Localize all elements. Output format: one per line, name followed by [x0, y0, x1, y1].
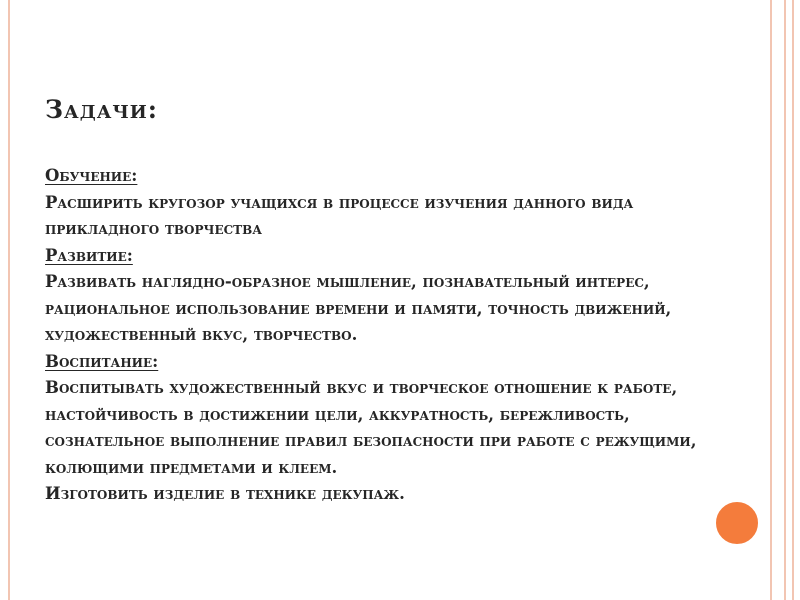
right-border-line	[784, 0, 786, 600]
section-heading-upbringing: Воспитание:	[45, 351, 159, 371]
slide-title: Задачи:	[45, 95, 159, 124]
section-heading-learning: Обучение:	[45, 166, 138, 185]
right-border-line	[792, 0, 794, 600]
section-text-upbringing: Воспитывать художественный вкус и творческое отношение к работе, настойчивость в достижении цели, аккуратность, бережливость, сознательное выполнение правил безопасности при работе с режущими, колющими предметами и клеем.	[45, 378, 697, 477]
section-heading-development: Развитие:	[45, 245, 133, 265]
slide-content	[45, 95, 725, 508]
left-border-line	[8, 0, 10, 600]
section-text-learning: Расширить кругозор учащихся в процессе изучения данного вида прикладного творчества	[45, 192, 634, 238]
section-text-development: Развивать наглядно-образное мышление, познавательный интерес, рациональное использование времени и памяти, точность движений, художественный вкус, творчество.	[45, 272, 672, 344]
right-border-line	[770, 0, 772, 600]
final-task-line: Изготовить изделие в технике декупаж.	[45, 484, 405, 503]
